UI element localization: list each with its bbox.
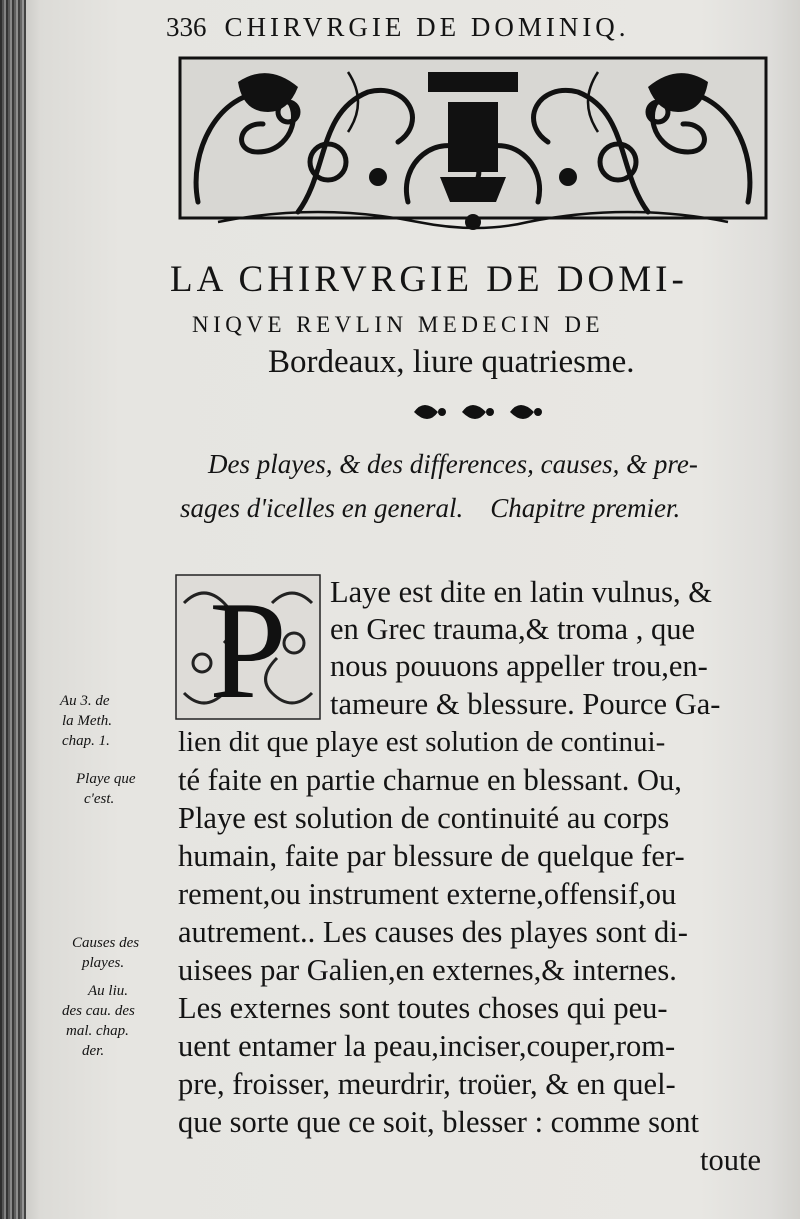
margin-note: Playe que (76, 771, 136, 787)
margin-note: Au liu. (88, 983, 128, 999)
chapter-heading-line-2 (180, 486, 780, 530)
body-line-14: pre, froisser, meurdrir, troüer, & en quel- (178, 1067, 676, 1101)
body-line-1: Laye est dite en latin vulnus, & (330, 575, 713, 609)
margin-note: der. (82, 1043, 105, 1059)
body-line-8: humain, faite par blessure de quelque fer- (178, 839, 685, 873)
fleuron-ornament (406, 398, 556, 426)
margin-note: mal. chap. (66, 1023, 129, 1039)
book-title-line: LA CHIRVRGIE DE DOMI- (170, 259, 688, 300)
book-place-line: Bordeaux, liure quatriesme. (268, 344, 635, 380)
chapter-heading-line-1: Des playes, & des differences, causes, & pre- (208, 449, 698, 479)
body-line-11: uisees par Galien,en externes,& internes. (178, 953, 677, 987)
body-line-9: rement,ou instrument externe,offensif,ou (178, 877, 677, 911)
chapter-subject: sages d'icelles en general. (180, 493, 464, 523)
drop-cap-letter: P (209, 573, 287, 721)
body-line-catchword: toute (700, 1143, 761, 1177)
chapter-label: Chapitre premier. (490, 493, 681, 523)
margin-note: Au 3. de (60, 693, 110, 709)
book-spine (0, 0, 26, 1219)
margin-note: c'est. (84, 791, 115, 807)
body-line-7: Playe est solution de continuité au corps (178, 801, 670, 835)
body-line-6: té faite en partie charnue en blessant. Ou, (178, 763, 682, 797)
decorated-drop-cap (174, 573, 322, 721)
running-head-text: CHIRVRGIE DE DOMINIQ. (224, 12, 630, 42)
running-head (166, 12, 766, 52)
body-line-4: tameure & blessure. Pource Ga- (330, 687, 721, 721)
margin-note: des cau. des (62, 1003, 135, 1019)
chapter-heading (180, 442, 780, 530)
margin-note: la Meth. (62, 713, 112, 729)
margin-note: chap. 1. (62, 733, 110, 749)
margin-note: Causes des (72, 935, 140, 951)
woodcut-headpiece-ornament (178, 52, 768, 244)
body-line-2: en Grec trauma,& troma , que (330, 612, 696, 646)
body-line-3: nous pouuons appeller trou,en- (330, 649, 708, 683)
body-line-12: Les externes sont toutes choses qui peu- (178, 991, 668, 1025)
book-subtitle-line: NIQVE REVLIN MEDECIN DE (192, 312, 605, 337)
body-line-15: que sorte que ce soit, blesser : comme sont (178, 1105, 699, 1139)
margin-note: playes. (82, 955, 125, 971)
page-number: 336 (166, 12, 207, 42)
body-line-5: lien dit que playe est solution de continui- (178, 726, 666, 758)
body-line-10: autrement.. Les causes des playes sont di- (178, 915, 688, 949)
body-line-13: uent entamer la peau,inciser,couper,rom- (178, 1029, 676, 1063)
